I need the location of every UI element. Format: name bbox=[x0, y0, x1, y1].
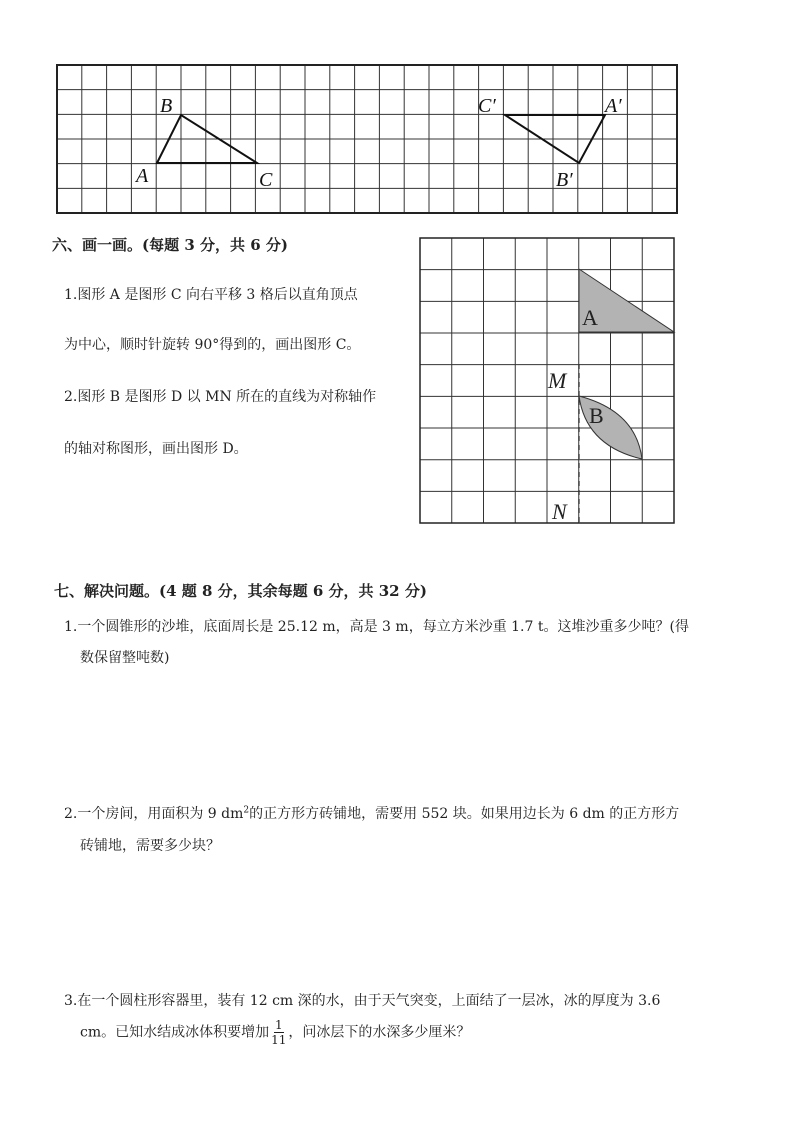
fraction-denominator: 11 bbox=[271, 1033, 287, 1047]
q2-text-b: 的正方形方砖铺地，需要用 552 块。如果用边长为 6 dm 的正方形方 bbox=[249, 806, 680, 822]
label-c-prime: C′ bbox=[478, 95, 496, 117]
label-a: A bbox=[136, 165, 149, 187]
section6-q1-line2: 为中心，顺时针旋转 90°得到的，画出图形 C。 bbox=[64, 337, 361, 353]
section7-q3-line2 bbox=[80, 1018, 470, 1047]
grid-label-n: N bbox=[552, 499, 567, 524]
grid-label-m: M bbox=[548, 368, 567, 393]
top-grid-figure bbox=[56, 64, 680, 216]
label-b: B bbox=[160, 95, 173, 117]
q3-text-a: cm。已知水结成冰体积要增加 bbox=[80, 1024, 270, 1041]
label-b-prime: B′ bbox=[556, 169, 573, 191]
section7-title: 七、解决问题。(4 题 8 分，其余每题 6 分，共 32 分) bbox=[54, 582, 427, 600]
section6-q2-line1: 2.图形 B 是图形 D 以 MN 所在的直线为对称轴作 bbox=[64, 389, 377, 405]
section7-q1-line1: 1.一个圆锥形的沙堆，底面周长是 25.12 m，高是 3 m，每立方米沙重 1.7 t。这堆沙重多少吨？(得 bbox=[64, 619, 689, 635]
label-c: C bbox=[259, 169, 273, 191]
section6-title: 六、画一画。(每题 3 分，共 6 分) bbox=[52, 236, 288, 254]
section7-q3-line1: 3.在一个圆柱形容器里，装有 12 cm 深的水，由于天气突变，上面结了一层冰，冰的厚度为 3.6 bbox=[64, 993, 661, 1009]
grid-label-a: A bbox=[582, 305, 598, 330]
section6-q1-line1: 1.图形 A 是图形 C 向右平移 3 格后以直角顶点 bbox=[64, 287, 358, 303]
section7-q2-line1 bbox=[64, 803, 679, 823]
label-a-prime: A′ bbox=[605, 95, 622, 117]
q2-superscript: 2 bbox=[243, 805, 250, 816]
section7-q1-line2: 数保留整吨数) bbox=[80, 650, 170, 666]
fraction-numerator: 1 bbox=[274, 1018, 283, 1032]
grid-label-b: B bbox=[589, 403, 604, 428]
section6-q2-line2: 的轴对称图形，画出图形 D。 bbox=[64, 441, 248, 457]
fraction-one-eleventh bbox=[271, 1018, 286, 1047]
q2-text-a: 2.一个房间，用面积为 9 dm bbox=[64, 806, 244, 822]
right-grid-figure bbox=[418, 236, 678, 526]
section7-q2-line2: 砖铺地，需要多少块？ bbox=[80, 838, 220, 854]
q3-text-b: ，问冰层下的水深多少厘米？ bbox=[288, 1024, 471, 1041]
